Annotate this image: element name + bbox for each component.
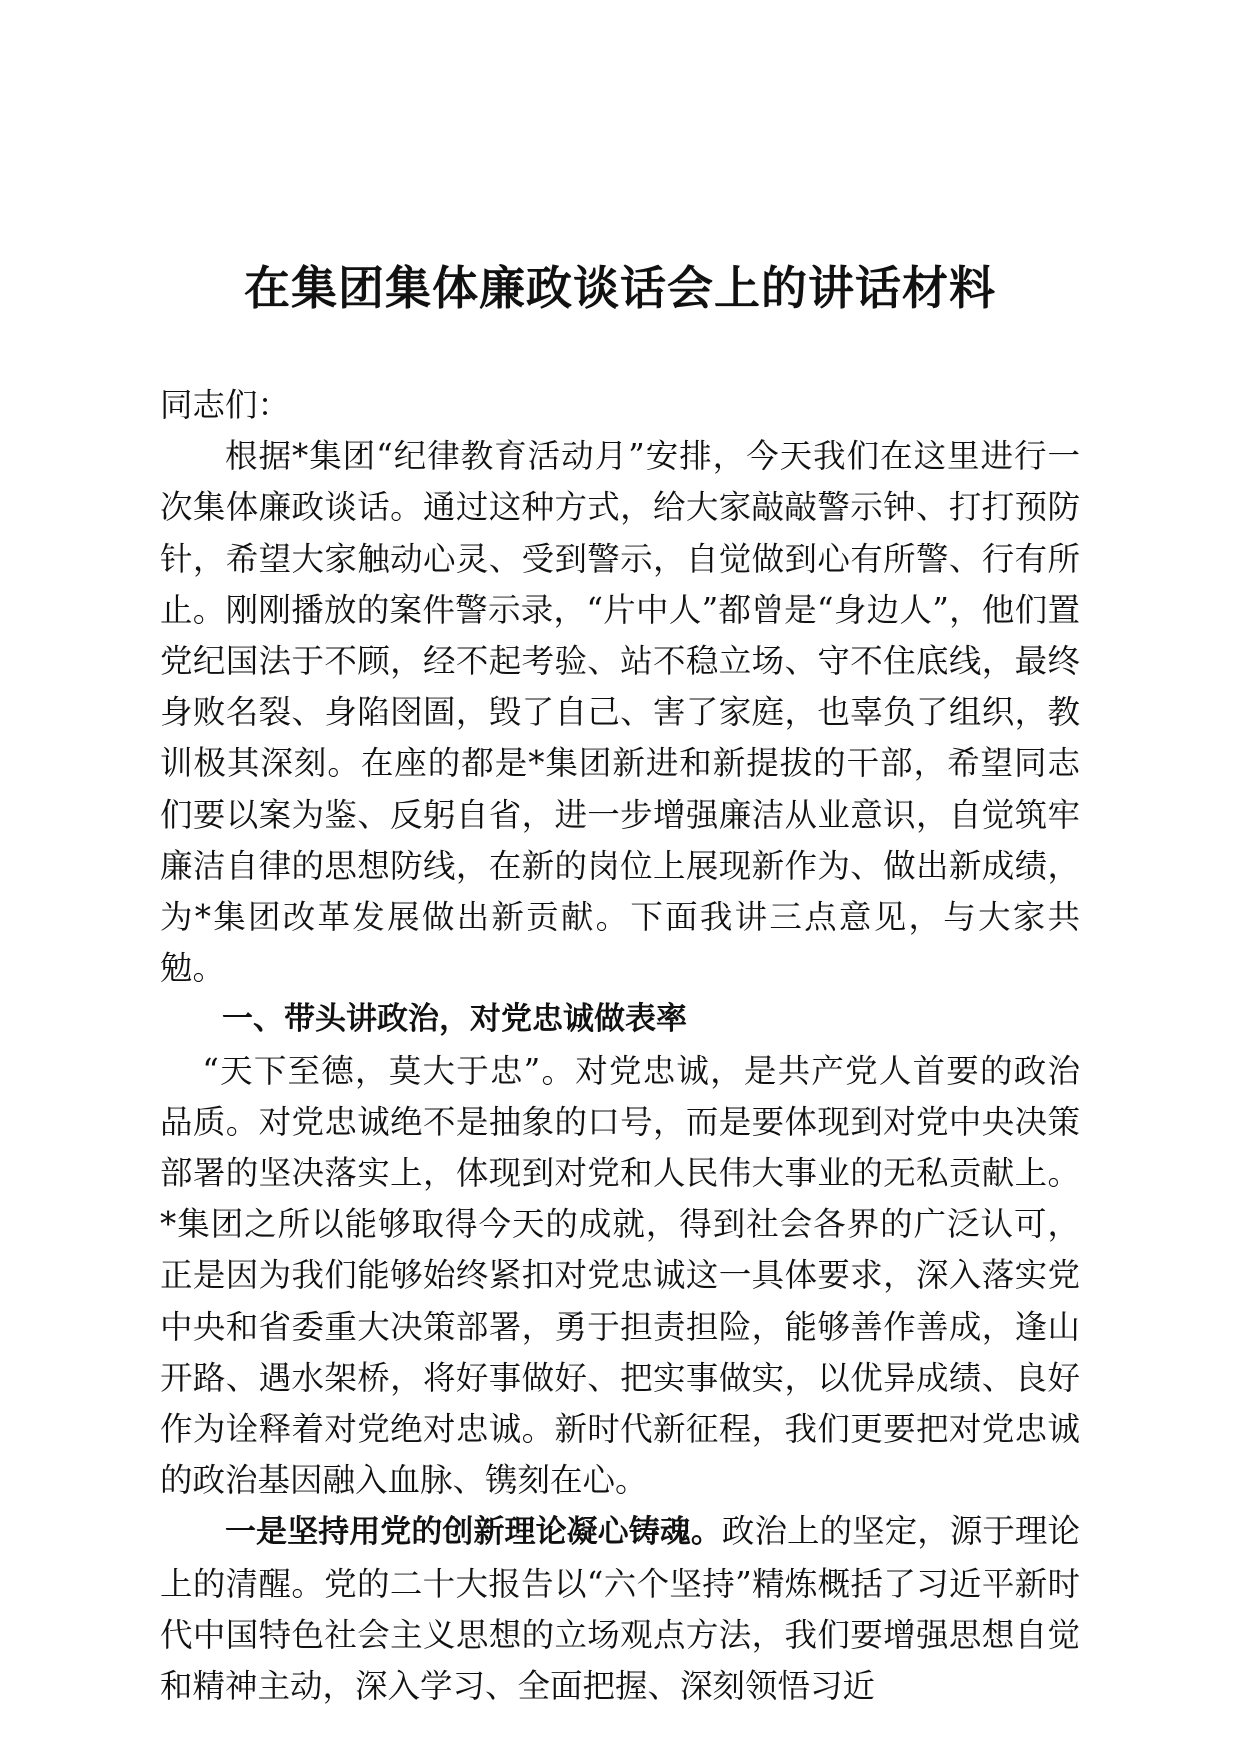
paragraph-intro: 根据*集团“纪律教育活动月”安排，今天我们在这里进行一次集体廉政谈话。通过这种方式，给大家敲敲警示钟、打打预防针，希望大家触动心灵、受到警示，自觉做到心有所警、行有所止。刚刚播放的案件警示录，“片中人”都曾是“身边人”，他们置党纪国法于不顾，经不起考验、站不稳立场、守不住底线，最终身败名裂、身陷囹圄，毁了自己、害了家庭，也辜负了组织，教训极其深刻。在座的都是*集团新进和新提拔的干部，希望同志们要以案为鉴、反躬自省，进一步增强廉洁从业意识，自觉筑牢廉洁自律的思想防线，在新的岗位上展现新作为、做出新成绩，为*集团改革发展做出新贡献。下面我讲三点意见，与大家共勉。 [160, 437, 1080, 988]
section-heading-1: 一、带头讲政治，对党忠诚做表率 [222, 1001, 687, 1038]
paragraph-lead-text: 一是坚持用党的创新理论凝心铸魂。 [225, 1514, 722, 1551]
paragraph-body-text: 政治上的坚定，源于理论上的清醒。党的二十大报告以“六个坚持”精炼概括了习近平新时代中国特色社会主义思想的立场观点方法，我们要增强思想自觉和精神主动，深入学习、全面把握、深刻领悟习近 [160, 1512, 1080, 1706]
paragraph-loyalty: “天下至德，莫大于忠”。对党忠诚，是共产党人首要的政治品质。对党忠诚绝不是抽象的口号，而是要体现到对党中央决策部署的坚决落实上，体现到对党和人民伟大事业的无私贡献上。*集团之所以能够取得今天的成就，得到社会各界的广泛认可，正是因为我们能够始终紧扣对党忠诚这一具体要求，深入落实党中央和省委重大决策部署，勇于担责担险，能够善作善成，逢山开路、遇水架桥，将好事做好、把实事做实，以优异成绩、良好作为诠释着对党绝对忠诚。新时代新征程，我们更要把对党忠诚的政治基因融入血脉、镌刻在心。 [160, 1051, 1080, 1500]
document-title: 在集团集体廉政谈话会上的讲话材料 [244, 261, 996, 315]
paragraph-point-1 [160, 1506, 1080, 1712]
document-body [160, 380, 1080, 1712]
salutation: 同志们： [160, 386, 291, 424]
